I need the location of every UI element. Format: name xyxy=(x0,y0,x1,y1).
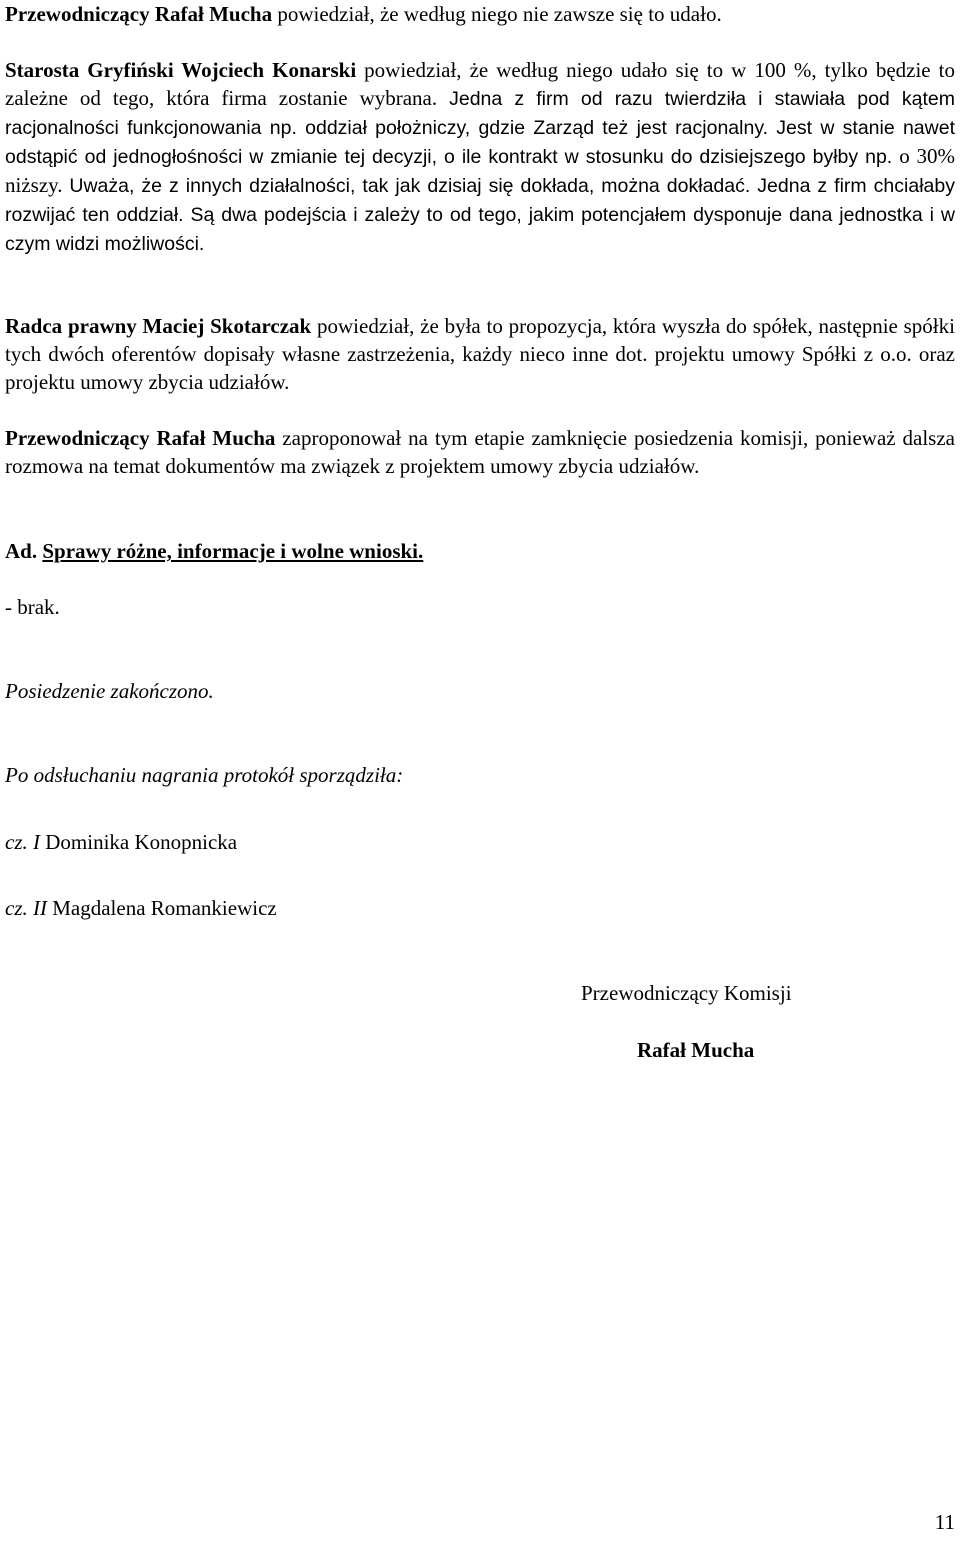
speaker-name: Przewodniczący Rafał Mucha xyxy=(5,426,276,450)
none-text: - brak. xyxy=(5,595,60,619)
paragraph-text: Jedna z firm od razu twierdziła i stawiała pod kątem racjonalności funkcjonowania np. oddział położniczy, gdzie Zarząd też jest racjonalny. Jest w stanie nawet odstąpić od jednogłośności w zmianie tej decyzji, o ile kontrakt w stosunku do dzisiejszego byłby np. xyxy=(5,88,955,168)
recorder-part-label: cz. I xyxy=(5,830,40,854)
signature-name: Rafał Mucha xyxy=(637,1038,755,1062)
paragraph-chairman-proposal xyxy=(5,424,955,480)
closing-text: Posiedzenie zakończono. xyxy=(5,679,214,703)
paragraph-chairman-remark xyxy=(5,0,955,28)
page-number: 11 xyxy=(934,1510,955,1534)
paragraph-legal-advisor-remark xyxy=(5,312,955,396)
paragraph-text: Jedna z firm chciałaby rozwijać ten oddział. Są dwa podejścia i zależy to od tego, jakim potencjałem dysponuje dana jednostka i w czym widzi możliwości. xyxy=(5,175,955,255)
speaker-name: Starosta Gryfiński Wojciech Konarski xyxy=(5,58,357,82)
closing-statement xyxy=(5,677,955,705)
agenda-title: Sprawy różne, informacje i wolne wnioski. xyxy=(42,539,424,563)
agenda-item-none xyxy=(5,593,955,621)
recorder-part-label: cz. II xyxy=(5,896,47,920)
paragraph-text: Uważa, że z innych działalności, tak jak dzisiaj się dokłada, można dokładać. xyxy=(69,175,758,197)
agenda-prefix: Ad. xyxy=(5,539,38,563)
paragraph-text: zaproponował na tym etapie zamknięcie posiedzenia komisji, ponieważ dalsza rozmowa na temat dokumentów ma związek z projektem umowy zbycia udziałów. xyxy=(5,426,955,478)
paragraph-text: powiedział, że według niego udało się to w 100 %, tylko będzie to zależne od tego, która firma zostanie wybrana. xyxy=(5,58,955,110)
paragraph-text: powiedział, że według niego nie zawsze się to udało. xyxy=(272,2,722,26)
speaker-name: Radca prawny Maciej Skotarczak xyxy=(5,314,312,338)
speaker-name: Przewodniczący Rafał Mucha xyxy=(5,2,273,26)
minutes-by-text: Po odsłuchaniu nagrania protokół sporządziła: xyxy=(5,763,404,787)
recorder-part-1 xyxy=(5,828,955,856)
recorder-name: Magdalena Romankiewicz xyxy=(46,896,277,920)
minutes-prepared-by xyxy=(5,761,955,789)
recorder-part-2 xyxy=(5,894,955,922)
signature-role: Przewodniczący Komisji xyxy=(581,981,792,1005)
agenda-item-heading xyxy=(5,537,955,565)
recorder-name: Dominika Konopnicka xyxy=(40,830,238,854)
paragraph-text: powiedział, że była to propozycja, która wyszła do spółek, następnie spółki tych dwóch oferentów dopisały własne zastrzeżenia, każdy nieco inne dot. projektu umowy Spółki z o.o. oraz projektu umowy zbycia udziałów. xyxy=(5,314,955,394)
paragraph-text: o 30% niższy. xyxy=(5,144,956,197)
paragraph-starosta-remark xyxy=(5,56,955,258)
document-page xyxy=(5,0,955,1542)
